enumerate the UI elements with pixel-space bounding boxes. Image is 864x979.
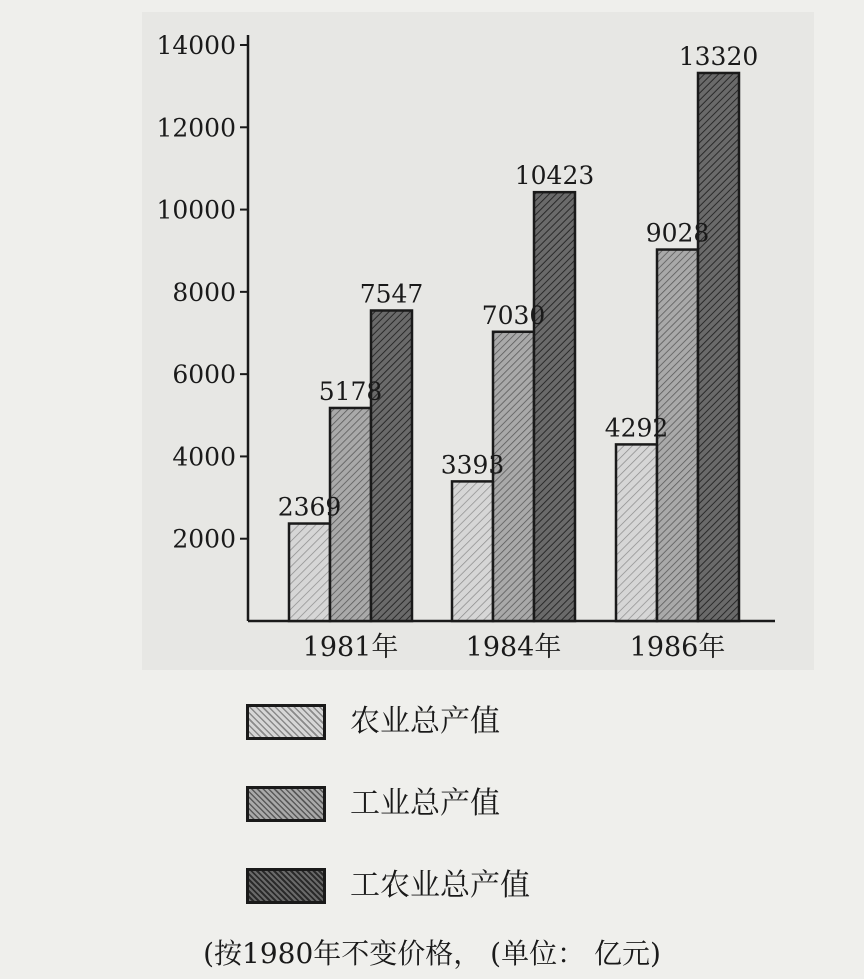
data-label-3-3: 13320 <box>678 41 759 71</box>
bar-2-3 <box>534 192 575 621</box>
x-tick-label-1: 1981年 <box>302 632 399 663</box>
bar-2-1 <box>452 481 493 621</box>
legend-item-total <box>246 864 646 908</box>
x-tick-label-3: 1986年 <box>629 632 726 663</box>
y-tick-label-14000: 14000 <box>156 31 236 60</box>
y-tick-label-12000: 12000 <box>156 113 236 143</box>
legend-swatch-agriculture <box>246 704 326 740</box>
legend-label-agriculture: 农业总产值 <box>350 704 500 739</box>
y-tick-label-2000: 2000 <box>172 524 236 554</box>
legend-item-industry <box>246 782 646 826</box>
data-label-3-1: 4292 <box>604 413 669 443</box>
legend-swatch-total <box>246 868 326 904</box>
data-label-3-2: 9028 <box>645 218 710 248</box>
data-label-2-1: 3393 <box>440 450 505 480</box>
data-label-1-2: 5178 <box>318 376 383 406</box>
legend-item-agriculture <box>246 700 646 744</box>
data-label-1-1: 2369 <box>277 492 342 522</box>
bar-3-3 <box>698 73 739 621</box>
legend-label-total: 工农业总产值 <box>350 868 530 903</box>
unit-note: (按1980年不变价格， (单位： 亿元) <box>203 937 661 970</box>
data-label-2-2: 7030 <box>481 300 546 330</box>
x-tick-label-2: 1984年 <box>465 632 562 663</box>
y-tick-label-10000: 10000 <box>156 195 236 225</box>
data-label-1-3: 7547 <box>359 279 424 309</box>
bar-1-3 <box>371 310 412 621</box>
y-tick-label-8000: 8000 <box>172 277 236 307</box>
legend-swatch-industry <box>246 786 326 822</box>
legend-label-industry: 工业总产值 <box>350 786 500 821</box>
y-tick-label-6000: 6000 <box>172 360 236 390</box>
y-tick-label-4000: 4000 <box>172 442 236 472</box>
data-label-2-3: 10423 <box>514 161 595 191</box>
bar-3-1 <box>616 444 657 621</box>
bar-1-1 <box>289 524 330 621</box>
